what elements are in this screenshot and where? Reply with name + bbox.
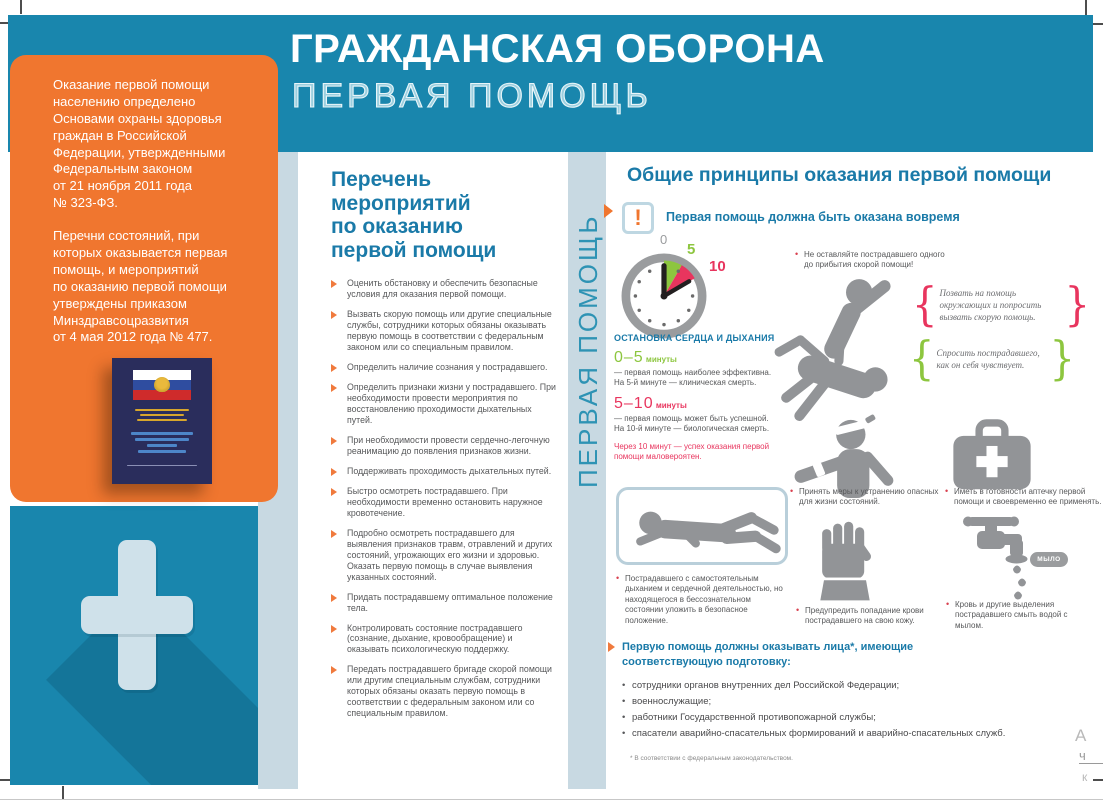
principles-heading: Общие принципы оказания первой помощи	[627, 164, 1052, 186]
late-warning-text: Через 10 минут — успех оказания первой помощи маловероятен.	[614, 441, 770, 461]
eliminate-danger-note: • Принять меры к устранению опасных для жизни состояний.	[790, 487, 945, 508]
providers-block	[608, 640, 1078, 762]
russian-flag-icon	[133, 370, 191, 400]
plus-cross-icon	[81, 596, 193, 634]
legal-note-paragraph-2: Перечни состояний, при которых оказывается первая помощь, и мероприятий по оказанию первой помощи утверждены приказом Минздравсоцразвития от 4 мая 2012 года № 477.	[53, 228, 228, 345]
cardiac-arrest-block	[614, 333, 796, 462]
wash-blood-note: • Кровь и другие выделения пострадавшего смыть водой с мылом.	[946, 600, 1096, 631]
arrow-right-icon	[604, 204, 613, 218]
law-book-image	[112, 358, 212, 484]
ask-victim-quote	[909, 332, 1075, 386]
measures-column	[298, 152, 568, 790]
brace-right-icon: }	[1049, 332, 1075, 386]
list-item: • спасатели аварийно-спасательных формирований и аварийно-спасательных служб.	[622, 726, 1078, 742]
list-item: Вызвать скорую помощь или другие специальные службы, сотрудники которых обязаны оказывать первую помощь в соответствии с федеральным законом или со специальным правилом.	[331, 309, 556, 353]
list-item: Оценить обстановку и обеспечить безопасные условия для оказания первой помощи.	[331, 278, 556, 300]
crop-mark	[20, 0, 22, 14]
call-for-help-quote	[912, 278, 1090, 332]
page-subtitle: ПЕРВАЯ ПОМОЩЬ	[292, 77, 652, 115]
list-item: Подробно осмотреть пострадавшего для выявления признаков травм, отравлений и других состояний, угрожающих его жизни и здоровью. Оказать первую помощь в случае выявления указанных состояний.	[331, 528, 556, 583]
quote-text: Спросить пострадавшего, как он себя чувствует.	[936, 347, 1040, 370]
list-item: Определить признаки жизни у пострадавшего. При необходимости провести мероприятия по восстановлению проходимости дыхательных путей.	[331, 382, 556, 426]
recovery-position-note: • Пострадавшего с самостоятельным дыханием и сердечной деятельностью, но находящегося в бессознательном состоянии уложить в безопасное положение.	[616, 574, 786, 626]
list-item: Быстро осмотреть пострадавшего. При необходимости временно остановить наружное кровотечение.	[331, 486, 556, 519]
divider-strip-right	[568, 152, 606, 789]
clock-label-5: 5	[687, 241, 696, 258]
list-item: Определить наличие сознания у пострадавшего.	[331, 362, 556, 373]
edge-fragment-k: к	[1082, 770, 1088, 784]
crop-mark	[62, 786, 64, 800]
book-title-line	[147, 444, 177, 447]
measures-heading: Перечень мероприятий по оказанию первой помощи	[331, 168, 497, 263]
glove-icon	[813, 517, 877, 607]
tap-area	[944, 514, 1064, 606]
book-text-line	[135, 409, 189, 411]
list-item: Передать пострадавшего бригаде скорой помощи или другим специальным службам, сотрудники которых обязаны оказать первую помощь в соответствии с федеральным законом или со специальным правилом.	[331, 664, 556, 719]
cpr-figures-icon	[770, 270, 922, 422]
book-title-line	[131, 432, 193, 435]
recovery-position-box	[616, 487, 788, 565]
cross-panel	[10, 506, 258, 785]
book-text-line	[137, 419, 187, 421]
brace-right-icon: }	[1064, 278, 1090, 332]
interval-5-10-text: — первая помощь может быть успешной. На 10-й минуте — биологическая смерть.	[614, 413, 770, 434]
book-title-line	[135, 438, 189, 441]
edge-fragment-a: А	[1075, 726, 1087, 745]
book-text-line	[140, 414, 184, 416]
coat-of-arms-icon	[154, 377, 170, 393]
book-rule-line	[127, 465, 197, 466]
cardiac-arrest-title: ОСТАНОВКА СЕРДЦА И ДЫХАНИЯ	[614, 333, 775, 343]
providers-list	[622, 678, 1078, 743]
list-item: Контролировать состояние пострадавшего (сознание, дыхание, кровообращение) и оказывать психологическую поддержку.	[331, 623, 556, 656]
list-item: Придать пострадавшему оптимальное положение тела.	[331, 592, 556, 614]
providers-heading: Первую помощь должны оказывать лица*, имеющие соответствующую подготовку:	[608, 640, 1078, 670]
dont-leave-note: • Не оставляйте пострадавшего одного до прибытия скорой помощи!	[795, 250, 985, 271]
list-item: • сотрудники органов внутренних дел Российской Федерации;	[622, 678, 1078, 694]
brace-left-icon: {	[909, 332, 935, 386]
crop-mark	[1092, 23, 1103, 25]
quote-text: Позвать на помощь окружающих и попросить вызвать скорую помощь.	[939, 287, 1042, 323]
prevent-blood-note: • Предупредить попадание крови пострадавшего на свою кожу.	[796, 606, 964, 627]
list-item: При необходимости провести сердечно-легочную реанимацию до появления признаков жизни.	[331, 435, 556, 457]
clock-label-10: 10	[709, 258, 726, 275]
edge-fragment-ch: ч	[1079, 748, 1103, 764]
book-title-line	[138, 450, 186, 453]
legal-note-paragraph-1: Оказание первой помощи населению определено Основами охраны здоровья граждан в Российской Федерации, утвержденными Федеральным законом от 21 ноября 2011 года № 323-ФЗ.	[53, 77, 226, 211]
recovery-position-icon	[619, 490, 785, 562]
measures-list	[331, 278, 556, 720]
page-title: ГРАЖДАНСКАЯ ОБОРОНА	[290, 27, 825, 71]
keep-kit-note: • Иметь в готовности аптечку первой помощи и своевременно ее применять.	[945, 487, 1103, 508]
first-aid-kit-icon	[946, 418, 1038, 496]
alert-text: Первая помощь должна быть оказана вовремя	[666, 210, 960, 224]
interval-0-5-label: 0–5 минуты	[614, 349, 677, 366]
clock-label-0: 0	[660, 232, 668, 247]
principles-section	[606, 152, 1102, 789]
brace-left-icon: {	[912, 278, 938, 332]
list-item: • работники Государственной противопожарной службы;	[622, 710, 1078, 726]
first-aid-vertical-label: ПЕРВАЯ ПОМОЩЬ	[573, 213, 603, 488]
providers-footnote: * В соответствии с федеральным законодательством.	[630, 755, 793, 763]
exclamation-icon: !	[622, 202, 654, 234]
interval-0-5-text: — первая помощь наиболее эффективна. На 5-й минуте — клиническая смерть.	[614, 368, 772, 388]
interval-5-10-label: 5–10 минуты	[614, 394, 687, 412]
list-item: Поддерживать проходимость дыхательных путей.	[331, 466, 556, 477]
list-item: • военнослужащие;	[622, 694, 1078, 710]
soap-badge: МЫЛО	[1030, 552, 1068, 567]
